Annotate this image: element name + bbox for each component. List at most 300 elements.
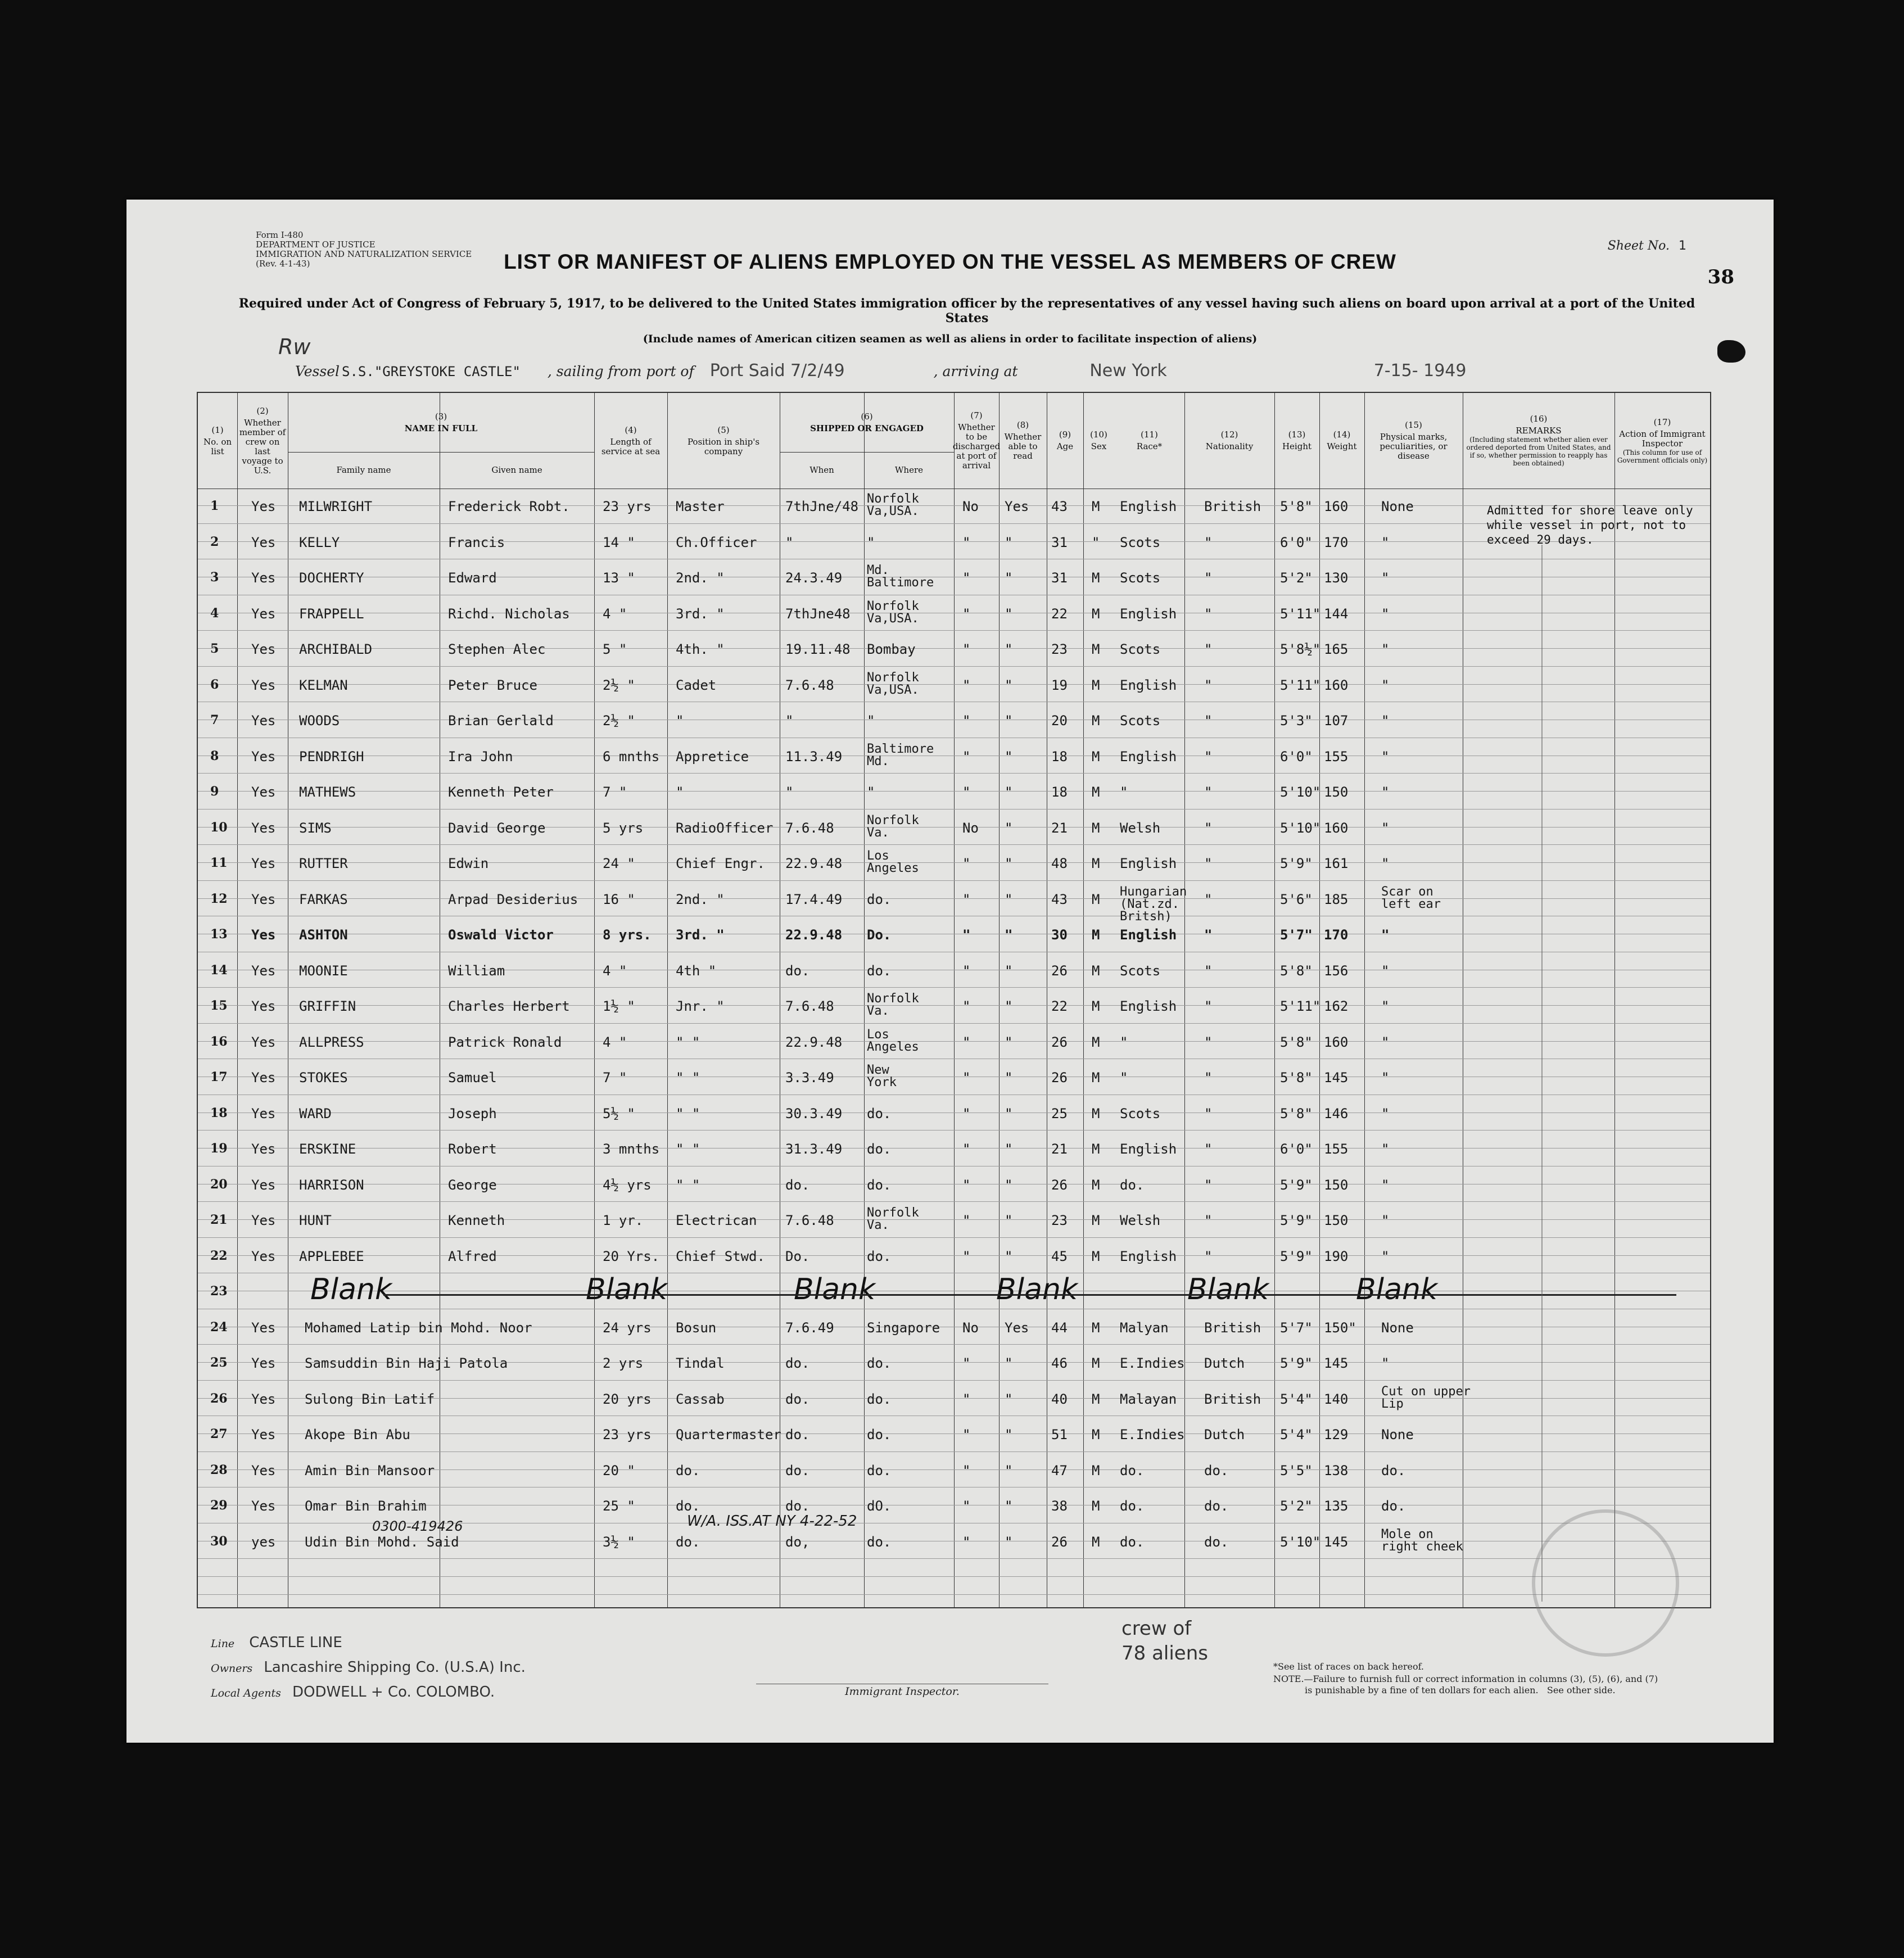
cell-where: Md. Baltimore bbox=[867, 563, 934, 590]
cell-marks: " bbox=[1381, 748, 1390, 765]
cell-prev: Yes bbox=[251, 1070, 276, 1086]
row-number: 10 bbox=[210, 820, 228, 835]
ruled-line bbox=[198, 862, 1710, 863]
cell-discharge: " bbox=[962, 1462, 971, 1478]
cell-age: 20 bbox=[1051, 713, 1068, 729]
ruled-line bbox=[198, 541, 1710, 542]
ruled-line bbox=[198, 523, 1710, 524]
cell-race: E.Indies bbox=[1120, 1355, 1185, 1371]
cell-nat: " bbox=[1204, 927, 1213, 943]
cell-nat: British bbox=[1204, 499, 1261, 514]
cell-family: KELMAN bbox=[299, 677, 348, 693]
cell-race: " bbox=[1120, 1070, 1128, 1086]
cell-when: do. bbox=[785, 1177, 810, 1193]
cell-service: 14 " bbox=[603, 534, 635, 550]
cell-sex: M bbox=[1092, 748, 1100, 765]
column-divider bbox=[237, 393, 238, 1607]
cell-sex: M bbox=[1092, 499, 1100, 514]
cell-prev: Yes bbox=[251, 570, 276, 586]
cell-marks: do. bbox=[1381, 1498, 1406, 1514]
cell-given: Richd. Nicholas bbox=[448, 605, 570, 622]
cell-discharge: " bbox=[962, 1427, 971, 1443]
cell-prev: Yes bbox=[251, 1034, 276, 1050]
column-header: (16) REMARKS (Including statement whether alien ever ordered deported from United States, and if so, whether permission to reapply has been obtained) bbox=[1466, 414, 1611, 467]
cell-discharge: " bbox=[962, 713, 971, 729]
cell-service: 24 yrs bbox=[603, 1319, 652, 1336]
cell-prev: Yes bbox=[251, 748, 276, 765]
cell-weight: 145 bbox=[1324, 1355, 1349, 1371]
ruled-line bbox=[198, 1558, 1710, 1559]
cell-marks: " bbox=[1381, 1355, 1390, 1371]
ruled-line bbox=[198, 773, 1710, 774]
cell-position: Electrican bbox=[676, 1213, 757, 1228]
cell-nat: " bbox=[1204, 1213, 1213, 1228]
cell-sex: M bbox=[1092, 856, 1100, 871]
cell-weight: 146 bbox=[1324, 1105, 1349, 1122]
cell-sex: M bbox=[1092, 1355, 1100, 1371]
document-title: LIST OR MANIFEST OF ALIENS EMPLOYED ON THE VESSEL AS MEMBERS OF CREW bbox=[504, 250, 1396, 273]
column-header: (1) No. on list bbox=[203, 424, 232, 456]
cell-weight: 185 bbox=[1324, 891, 1349, 907]
cell-family: Sulong Bin Latif bbox=[305, 1391, 435, 1407]
cell-when: do, bbox=[785, 1534, 810, 1550]
vessel-line: Vessel S.S."GREYSTOKE CASTLE" , sailing from port of Port Said 7/2/49 , arriving at New York 7-15- 1949 bbox=[295, 361, 1467, 381]
cell-given: Alfred bbox=[448, 1248, 497, 1264]
cell-marks: " bbox=[1381, 1034, 1390, 1050]
cell-weight: 129 bbox=[1324, 1427, 1349, 1443]
cell-service: 3 mnths bbox=[603, 1141, 660, 1157]
ruled-line bbox=[198, 666, 1710, 667]
cell-weight: 160 bbox=[1324, 499, 1349, 514]
cell-family: Amin Bin Mansoor bbox=[305, 1462, 435, 1478]
cell-sex: M bbox=[1092, 820, 1100, 836]
cell-prev: Yes bbox=[251, 1319, 276, 1336]
handwritten-initials: Rw bbox=[278, 334, 311, 359]
cell-discharge: " bbox=[962, 962, 971, 979]
cell-race: do. bbox=[1120, 1177, 1145, 1193]
cell-height: 5'11" bbox=[1280, 677, 1321, 693]
cell-race: English bbox=[1120, 499, 1177, 514]
cell-age: 23 bbox=[1051, 641, 1068, 657]
cell-discharge: " bbox=[962, 605, 971, 622]
blank-row-mark: Blank bbox=[310, 1273, 392, 1306]
cell-given: Francis bbox=[448, 534, 505, 550]
cell-sex: M bbox=[1092, 1427, 1100, 1443]
cell-age: 26 bbox=[1051, 1534, 1068, 1550]
cell-sex: M bbox=[1092, 1248, 1100, 1264]
cell-race: Malyan bbox=[1120, 1319, 1169, 1336]
row-number: 4 bbox=[210, 605, 219, 621]
cell-given: Kenneth Peter bbox=[448, 784, 554, 800]
cell-height: 6'0" bbox=[1280, 748, 1313, 765]
cell-given: Brian Gerlald bbox=[448, 713, 554, 729]
cell-given: Arpad Desiderius bbox=[448, 891, 578, 907]
cell-age: 30 bbox=[1051, 927, 1068, 943]
cell-discharge: " bbox=[962, 1248, 971, 1264]
cell-age: 45 bbox=[1051, 1248, 1068, 1264]
cell-read: " bbox=[1005, 1034, 1013, 1050]
row-number: 8 bbox=[210, 748, 219, 763]
cell-service: 5 " bbox=[603, 641, 627, 657]
cell-marks: " bbox=[1381, 713, 1390, 729]
cell-height: 5'9" bbox=[1280, 1248, 1313, 1264]
cell-weight: 160 bbox=[1324, 820, 1349, 836]
cell-nat: " bbox=[1204, 856, 1213, 871]
cell-prev: Yes bbox=[251, 1391, 276, 1407]
cell-nat: " bbox=[1204, 713, 1213, 729]
cell-discharge: " bbox=[962, 1498, 971, 1514]
cell-discharge: " bbox=[962, 856, 971, 871]
cell-race: do. bbox=[1120, 1498, 1145, 1514]
cell-race: Scots bbox=[1120, 641, 1161, 657]
cell-prev: Yes bbox=[251, 1462, 276, 1478]
cell-age: 46 bbox=[1051, 1355, 1068, 1371]
cell-read: " bbox=[1005, 998, 1013, 1014]
cell-sex: M bbox=[1092, 605, 1100, 622]
cell-prev: Yes bbox=[251, 820, 276, 836]
cell-where: Los Angeles bbox=[867, 849, 919, 875]
cell-service: 20 yrs bbox=[603, 1391, 652, 1407]
cell-family: Akope Bin Abu bbox=[305, 1427, 410, 1443]
cell-read: " bbox=[1005, 1177, 1013, 1193]
cell-prev: Yes bbox=[251, 856, 276, 871]
cell-when: Do. bbox=[785, 1248, 810, 1264]
cell-weight: 162 bbox=[1324, 998, 1349, 1014]
cell-service: 4 " bbox=[603, 962, 627, 979]
manifest-sheet bbox=[126, 200, 1774, 1743]
cell-height: 5'8" bbox=[1280, 1070, 1313, 1086]
cell-given: Patrick Ronald bbox=[448, 1034, 562, 1050]
cell-weight: 155 bbox=[1324, 748, 1349, 765]
cell-service: 4½ yrs bbox=[603, 1177, 652, 1193]
cell-discharge: " bbox=[962, 534, 971, 550]
cell-height: 5'11" bbox=[1280, 998, 1321, 1014]
cell-sex: M bbox=[1092, 1213, 1100, 1228]
column-divider bbox=[667, 393, 668, 1607]
cell-read: Yes bbox=[1005, 499, 1029, 514]
cell-read: " bbox=[1005, 891, 1013, 907]
cell-given: Samuel bbox=[448, 1070, 497, 1086]
cell-position: RadioOfficer bbox=[676, 820, 774, 836]
cell-discharge: No bbox=[962, 1319, 979, 1336]
cell-read: " bbox=[1005, 1534, 1013, 1550]
crew-count-note: crew of 78 aliens bbox=[1121, 1617, 1208, 1665]
cell-race: English bbox=[1120, 856, 1177, 871]
cell-read: " bbox=[1005, 1498, 1013, 1514]
cell-where: do. bbox=[867, 1427, 892, 1443]
column-header: (2) Whether member of crew on last voyage to U.S. bbox=[239, 405, 286, 476]
cell-when: 11.3.49 bbox=[785, 748, 843, 765]
cell-position: " bbox=[676, 713, 684, 729]
cell-weight: 144 bbox=[1324, 605, 1349, 622]
row-number: 12 bbox=[210, 891, 228, 906]
cell-marks: " bbox=[1381, 998, 1390, 1014]
cell-age: 40 bbox=[1051, 1391, 1068, 1407]
cell-position: " bbox=[676, 784, 684, 800]
cell-given: Charles Herbert bbox=[448, 998, 570, 1014]
row-number: 21 bbox=[210, 1213, 228, 1227]
cell-nat: " bbox=[1204, 891, 1213, 907]
cell-discharge: " bbox=[962, 1105, 971, 1122]
cell-height: 5'11" bbox=[1280, 605, 1321, 622]
cell-marks: " bbox=[1381, 534, 1390, 550]
cell-when: 22.9.48 bbox=[785, 1034, 843, 1050]
cell-marks: " bbox=[1381, 1213, 1390, 1228]
cell-discharge: " bbox=[962, 1141, 971, 1157]
cell-service: 6 mnths bbox=[603, 748, 660, 765]
cell-service: 4 " bbox=[603, 605, 627, 622]
cell-marks: " bbox=[1381, 856, 1390, 871]
cell-race: English bbox=[1120, 998, 1177, 1014]
cell-weight: 190 bbox=[1324, 1248, 1349, 1264]
cell-marks: None bbox=[1381, 1319, 1414, 1336]
cell-when: 7thJne/48 bbox=[785, 499, 859, 514]
cell-height: 5'9" bbox=[1280, 1213, 1313, 1228]
column-divider bbox=[594, 393, 595, 1607]
cell-read: " bbox=[1005, 962, 1013, 979]
cell-service: 16 " bbox=[603, 891, 635, 907]
column-header: (8) Whether able to read bbox=[1004, 420, 1042, 461]
cell-height: 5'3" bbox=[1280, 713, 1313, 729]
cell-family: WOODS bbox=[299, 713, 340, 729]
ruled-line bbox=[198, 1344, 1710, 1345]
blank-row-mark: Blank bbox=[996, 1273, 1078, 1306]
cell-height: 5'8" bbox=[1280, 962, 1313, 979]
cell-position: " " bbox=[676, 1177, 700, 1193]
cell-where: Los Angeles bbox=[867, 1027, 919, 1054]
cell-where: do. bbox=[867, 1105, 892, 1122]
cell-marks: " bbox=[1381, 641, 1390, 657]
cell-discharge: " bbox=[962, 891, 971, 907]
cell-read: " bbox=[1005, 784, 1013, 800]
cell-height: 5'5" bbox=[1280, 1462, 1313, 1478]
cell-marks: " bbox=[1381, 927, 1390, 943]
cell-marks: " bbox=[1381, 820, 1390, 836]
cell-given: Edwin bbox=[448, 856, 489, 871]
cell-given: Stephen Alec bbox=[448, 641, 546, 657]
cell-race: " bbox=[1120, 784, 1128, 800]
cell-nat: " bbox=[1204, 641, 1213, 657]
blank-row-strike bbox=[383, 1294, 1676, 1296]
cell-given: Ira John bbox=[448, 748, 513, 765]
cell-marks: Scar on left ear bbox=[1381, 884, 1441, 911]
cell-discharge: No bbox=[962, 499, 979, 514]
cell-when: 7.6.48 bbox=[785, 677, 834, 693]
cell-height: 5'9" bbox=[1280, 1355, 1313, 1371]
cell-prev: Yes bbox=[251, 1105, 276, 1122]
cell-prev: Yes bbox=[251, 1427, 276, 1443]
cell-discharge: " bbox=[962, 784, 971, 800]
row-number: 27 bbox=[210, 1427, 228, 1441]
cell-family: MOONIE bbox=[299, 962, 348, 979]
cell-age: 18 bbox=[1051, 748, 1068, 765]
column-divider bbox=[954, 393, 955, 1607]
pencil-mark bbox=[1541, 545, 1543, 1602]
cell-sex: M bbox=[1092, 1462, 1100, 1478]
cell-age: 48 bbox=[1051, 856, 1068, 871]
row-number: 29 bbox=[210, 1498, 228, 1513]
cell-family: ASHTON bbox=[299, 927, 348, 943]
cell-marks: None bbox=[1381, 1427, 1414, 1443]
cell-where: do. bbox=[867, 1462, 892, 1478]
cell-given: Kenneth bbox=[448, 1213, 505, 1228]
cell-age: 31 bbox=[1051, 534, 1068, 550]
row-number: 16 bbox=[210, 1034, 228, 1049]
ruled-line bbox=[198, 1380, 1710, 1381]
column-subheader: When bbox=[809, 465, 834, 475]
cell-discharge: " bbox=[962, 641, 971, 657]
cell-weight: 130 bbox=[1324, 570, 1349, 586]
cell-service: 23 yrs bbox=[603, 1427, 652, 1443]
row-number: 22 bbox=[210, 1248, 228, 1263]
cell-marks: " bbox=[1381, 962, 1390, 979]
row-number: 19 bbox=[210, 1141, 228, 1156]
cell-marks: " bbox=[1381, 1105, 1390, 1122]
cell-age: 47 bbox=[1051, 1462, 1068, 1478]
footer-line: Line CASTLE LINE bbox=[211, 1634, 342, 1651]
cell-discharge: " bbox=[962, 927, 971, 943]
cell-service: 3½ " bbox=[603, 1534, 635, 1550]
cell-prev: Yes bbox=[251, 534, 276, 550]
cell-race: English bbox=[1120, 748, 1177, 765]
cell-marks: Mole on right cheek bbox=[1381, 1527, 1463, 1554]
cell-when: 22.9.48 bbox=[785, 927, 843, 943]
cell-sex: M bbox=[1092, 1534, 1100, 1550]
cell-marks: Cut on upper Lip bbox=[1381, 1384, 1471, 1411]
cell-prev: Yes bbox=[251, 1498, 276, 1514]
cell-weight: 138 bbox=[1324, 1462, 1349, 1478]
cell-discharge: " bbox=[962, 1177, 971, 1193]
requirement-note: (Include names of American citizen seamen as well as aliens in order to facilitate inspection of aliens) bbox=[643, 333, 1258, 345]
cell-race: Welsh bbox=[1120, 1213, 1161, 1228]
cell-sex: M bbox=[1092, 1034, 1100, 1050]
cell-where: Norfolk Va,USA. bbox=[867, 599, 919, 626]
cell-weight: 170 bbox=[1324, 534, 1349, 550]
cell-sex: M bbox=[1092, 927, 1100, 943]
cell-race: Scots bbox=[1120, 570, 1161, 586]
cell-age: 43 bbox=[1051, 891, 1068, 907]
ruled-line bbox=[198, 987, 1710, 988]
ruled-line bbox=[198, 684, 1710, 685]
cell-where: New York bbox=[867, 1063, 897, 1089]
ruled-line bbox=[198, 648, 1710, 649]
cell-nat: " bbox=[1204, 534, 1213, 550]
cell-marks: " bbox=[1381, 1141, 1390, 1157]
cell-family: DOCHERTY bbox=[299, 570, 364, 586]
row-number: 11 bbox=[210, 856, 228, 870]
ruled-line bbox=[198, 1576, 1710, 1577]
cell-nat: British bbox=[1204, 1391, 1261, 1407]
blank-row-mark: Blank bbox=[794, 1273, 876, 1306]
cell-when: 7.6.48 bbox=[785, 1213, 834, 1228]
ruled-line bbox=[198, 505, 1710, 506]
cell-discharge: " bbox=[962, 1534, 971, 1550]
cell-where: Norfolk Va. bbox=[867, 813, 919, 840]
cell-prev: Yes bbox=[251, 1248, 276, 1264]
cell-given: Oswald Victor bbox=[448, 927, 554, 943]
cell-race: Scots bbox=[1120, 713, 1161, 729]
cell-marks: do. bbox=[1381, 1462, 1406, 1478]
blank-row-mark: Blank bbox=[1356, 1273, 1438, 1306]
cell-read: " bbox=[1005, 748, 1013, 765]
cell-race: " bbox=[1120, 1034, 1128, 1050]
cell-prev: Yes bbox=[251, 1213, 276, 1228]
cell-race: Hungarian (Nat.zd. Britsh) bbox=[1120, 884, 1187, 924]
cell-sex: M bbox=[1092, 1319, 1100, 1336]
cell-sex: M bbox=[1092, 677, 1100, 693]
cell-race: Scots bbox=[1120, 534, 1161, 550]
cell-marks: None bbox=[1381, 499, 1414, 514]
cell-height: 5'8" bbox=[1280, 1034, 1313, 1050]
cell-prev: Yes bbox=[251, 499, 276, 514]
cell-where: " bbox=[867, 784, 875, 800]
cell-read: " bbox=[1005, 677, 1013, 693]
cell-sex: M bbox=[1092, 891, 1100, 907]
cell-nat: " bbox=[1204, 748, 1213, 765]
page-number: 38 bbox=[1707, 266, 1734, 288]
cell-where: Bombay bbox=[867, 641, 916, 657]
cell-age: 18 bbox=[1051, 784, 1068, 800]
cell-service: 2 yrs bbox=[603, 1355, 644, 1371]
cell-when: 3.3.49 bbox=[785, 1070, 834, 1086]
cell-read: " bbox=[1005, 1355, 1013, 1371]
column-divider bbox=[1274, 393, 1275, 1607]
cell-prev: Yes bbox=[251, 713, 276, 729]
row-number: 23 bbox=[210, 1284, 228, 1299]
ruled-line bbox=[198, 1201, 1710, 1202]
column-header: (3) NAME IN FULL bbox=[404, 411, 478, 433]
cell-nat: " bbox=[1204, 1177, 1213, 1193]
cell-service: 1 yr. bbox=[603, 1213, 644, 1228]
cell-position: Master bbox=[676, 499, 725, 514]
cell-service: 25 " bbox=[603, 1498, 635, 1514]
cell-nat: British bbox=[1204, 1319, 1261, 1336]
cell-read: " bbox=[1005, 820, 1013, 836]
footer-agents: Local Agents DODWELL + Co. COLOMBO. bbox=[211, 1684, 495, 1701]
column-header: (7) Whether to be discharged at port of arrival bbox=[952, 410, 1001, 471]
cell-age: 26 bbox=[1051, 1070, 1068, 1086]
row-number: 1 bbox=[210, 499, 219, 513]
cell-sex: " bbox=[1092, 534, 1100, 550]
blank-row-mark: Blank bbox=[586, 1273, 668, 1306]
inspector-signature-line: Immigrant Inspector. bbox=[756, 1684, 1048, 1698]
cell-height: 5'4" bbox=[1280, 1391, 1313, 1407]
cell-read: " bbox=[1005, 1070, 1013, 1086]
cell-race: English bbox=[1120, 677, 1177, 693]
cell-prev: Yes bbox=[251, 1355, 276, 1371]
cell-nat: " bbox=[1204, 677, 1213, 693]
cell-when: do. bbox=[785, 1462, 810, 1478]
cell-family: Udin Bin Mohd. Said bbox=[305, 1534, 459, 1550]
cell-read: " bbox=[1005, 856, 1013, 871]
cell-discharge: " bbox=[962, 1391, 971, 1407]
cell-marks: " bbox=[1381, 784, 1390, 800]
cell-position: 2nd. " bbox=[676, 570, 725, 586]
row-number: 6 bbox=[210, 677, 219, 692]
cell-nat: " bbox=[1204, 784, 1213, 800]
ruled-line bbox=[198, 1130, 1710, 1131]
ruled-line bbox=[198, 1041, 1710, 1042]
cell-position: Quartermaster bbox=[676, 1427, 781, 1443]
cell-family: HUNT bbox=[299, 1213, 332, 1228]
cell-nat: " bbox=[1204, 570, 1213, 586]
cell-position: 4th. " bbox=[676, 641, 725, 657]
column-header: (10) Sex bbox=[1090, 429, 1107, 451]
cell-read: " bbox=[1005, 641, 1013, 657]
cell-weight: 160 bbox=[1324, 1034, 1349, 1050]
row-number: 7 bbox=[210, 713, 219, 727]
cell-age: 38 bbox=[1051, 1498, 1068, 1514]
